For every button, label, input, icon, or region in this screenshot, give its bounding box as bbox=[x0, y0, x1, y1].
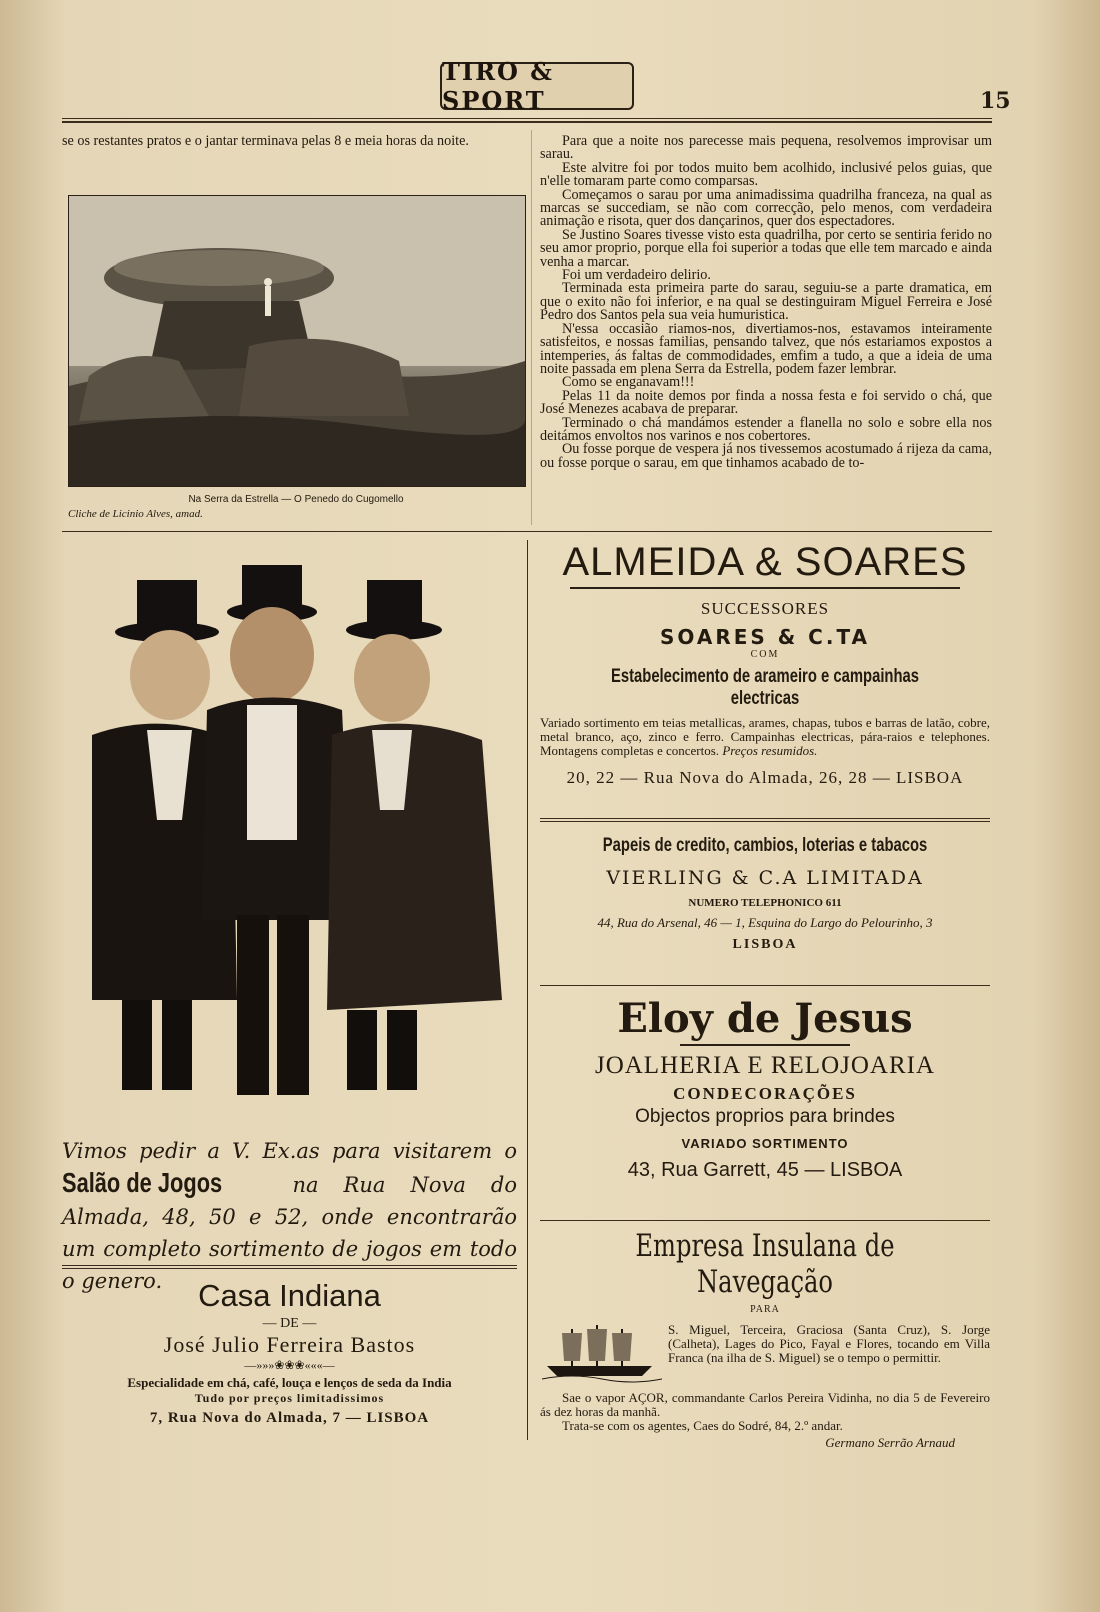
left-intro-text bbox=[62, 135, 524, 148]
ad-empresa-insulana bbox=[540, 1228, 990, 1451]
photo-caption: Na Serra da Estrella — O Penedo do Cugomello bbox=[188, 494, 404, 505]
ad-separator bbox=[540, 985, 990, 986]
steamship-icon bbox=[542, 1321, 662, 1386]
masthead-logo bbox=[440, 57, 634, 115]
photo-penedo-cugomello bbox=[68, 195, 526, 487]
almeida-com: COM bbox=[750, 649, 780, 660]
casa-indiana-address: 7, Rua Nova do Almada, 7 — LISBOA bbox=[149, 1410, 430, 1426]
article-paragraph: Foi um verdadeiro delirio. bbox=[562, 267, 711, 284]
vierling-address: 44, Rua do Arsenal, 46 — 1, Esquina do Largo do Pelourinho, 3 bbox=[597, 915, 933, 930]
eloy-objects: Objectos proprios para brindes bbox=[635, 1106, 895, 1127]
ad-salao-de-jogos bbox=[62, 1135, 517, 1297]
insulana-agents: Trata-se com os agentes, Caes do Sodré, 84, 2.º andar. bbox=[562, 1418, 843, 1433]
article-paragraph: Ou fosse porque de vespera já nos tivessemos acostumado á rijeza da cama, ou fosse porque o sarau, em que tinhamos acabado de to- bbox=[540, 441, 992, 471]
article-paragraph: Pelas 11 da noite demos por finda a nossa festa e foi servido o chá, que José Menezes acabava de preparar. bbox=[540, 387, 992, 418]
almeida-business: Estabelecimento de arameiro e campainhas electricas bbox=[610, 666, 920, 709]
insulana-title: Empresa Insulana de Navegação bbox=[635, 1228, 895, 1300]
vierling-city: LISBOA bbox=[732, 937, 798, 952]
ad-separator bbox=[62, 1265, 517, 1266]
article-paragraph: Como se enganavam!!! bbox=[562, 374, 695, 391]
ad-almeida-soares bbox=[540, 540, 990, 788]
almeida-successores: SUCCESSORES bbox=[700, 599, 830, 618]
rock-landscape-illustration bbox=[69, 196, 525, 486]
caricature-figures bbox=[62, 560, 532, 1135]
ornament-divider: —»»»❀❀❀«««— bbox=[244, 1358, 335, 1372]
eloy-condecoracoes: CONDECORAÇÕES bbox=[673, 1084, 857, 1103]
eloy-variety: VARIADO SORTIMENTO bbox=[681, 1136, 849, 1151]
casa-indiana-owner: José Julio Ferreira Bastos bbox=[163, 1332, 416, 1357]
casa-indiana-de: — DE — bbox=[262, 1316, 317, 1331]
section-rule bbox=[62, 531, 992, 532]
insulana-departure: Sae o vapor AÇOR, commandante Carlos Pereira Vidinha, no dia 5 de Fevereiro ás dez horas da manhã. bbox=[540, 1390, 990, 1419]
ad-separator bbox=[62, 1268, 517, 1269]
title-underline bbox=[570, 587, 960, 589]
almeida-description: Variado sortimento em teias metallicas, arames, chapas, tubos e barras de latão, cobre, metal branco, aço, zinco e ferro. Campainhas electricas, pára-raios e telephones. Montagens completas e concertos. bbox=[540, 715, 990, 758]
casa-indiana-specialty: Especialidade em chá, café, louça e lenços de seda da India bbox=[127, 1375, 452, 1390]
salao-description: na Rua Nova do Almada, 48, 50 e 52, onde encontrarão um completo sortimento de jogos em todo o genero. bbox=[62, 1173, 517, 1293]
article-paragraph: N'essa occasião riamos-nos, divertiamos-nos, estavamos inteiramente satisfeitos, e nossas familias, pensando talvez, que nós estariamos expostos a intemperies, ás faltas de commodidades, emfim a tudo, a que a ideia de uma noite passada em plena Serra da Estrella, podem fazer lembrar. bbox=[540, 320, 992, 377]
almeida-description-block bbox=[540, 716, 990, 758]
article-paragraph: Para que a noite nos parecesse mais pequena, resolvemos improvisar um sarau. bbox=[540, 133, 992, 163]
insulana-ship-block bbox=[540, 1321, 990, 1391]
almeida-address: 20, 22 — Rua Nova do Almada, 26, 28 — LISBOA bbox=[566, 768, 964, 787]
vierling-heading: Papeis de credito, cambios, loterias e tabacos bbox=[602, 835, 928, 856]
casa-indiana-title: Casa Indiana bbox=[198, 1278, 381, 1313]
insulana-signature: Germano Serrão Arnaud bbox=[825, 1435, 955, 1450]
photo-credit: Cliche de Licinio Alves, amad. bbox=[68, 508, 203, 520]
eloy-address: 43, Rua Garrett, 45 — LISBOA bbox=[627, 1159, 903, 1181]
page-number: 15 bbox=[980, 88, 1011, 114]
almeida-title: ALMEIDA & SOARES bbox=[562, 540, 968, 584]
vierling-phone: NUMERO TELEPHONICO 611 bbox=[688, 897, 842, 909]
casa-indiana-prices: Tudo por preços limitadissimos bbox=[194, 1391, 385, 1405]
ad-casa-indiana bbox=[62, 1278, 517, 1427]
article-paragraph: Começamos o sarau por uma animadissima quadrilha franceza, na qual as marcas se succediam, se não com correcção, pelo menos, com verdadeira animação e risota, quer dos dançarinos, quer dos espectadores. bbox=[540, 186, 992, 230]
insulana-destinations: S. Miguel, Terceira, Graciosa (Santa Cruz), S. Jorge (Calheta), Lages do Pico, Fayal e Flores, tocando em Villa Franca (na ilha de S. Miguel) se o tempo o permittir. bbox=[668, 1322, 990, 1365]
article-paragraph: Terminado o chá mandámos estender a flanella no solo e sobre ella nos deitámos envoltos nos varinos e nos cobertores. bbox=[540, 414, 992, 444]
ad-separator bbox=[540, 818, 990, 819]
almeida-prices: Preços resumidos. bbox=[722, 743, 818, 758]
masthead-text: TIRO & SPORT bbox=[442, 57, 554, 115]
header-rule-thick bbox=[62, 121, 992, 123]
salao-intro-text: Vimos pedir a V. Ex.as para visitarem o bbox=[62, 1139, 517, 1163]
three-gentlemen-illustration bbox=[62, 560, 532, 1135]
column-divider bbox=[531, 130, 532, 525]
insulana-para: PARA bbox=[750, 1304, 780, 1315]
ad-separator bbox=[540, 1220, 990, 1221]
ad-separator bbox=[540, 821, 990, 822]
name-underline bbox=[680, 1044, 850, 1046]
ad-vierling bbox=[540, 835, 990, 953]
vierling-name: VIERLING & C.A LIMITADA bbox=[606, 867, 924, 889]
article-paragraph: Terminada esta primeira parte do sarau, seguiu-se a parte dramatica, em que o exito não foi inferior, e na qual se destinguiram Miguel Ferreira e José Pedro dos Santos pela sua veia humuristica. bbox=[540, 280, 992, 324]
article-paragraph: Se Justino Soares tivesse visto esta quadrilha, por certo se sentiria ferido no seu amor proprio, porque ella foi superior a todas que elle tem marcado e ainda venha a marcar. bbox=[540, 226, 992, 270]
eloy-name: Eloy de Jesus bbox=[617, 995, 913, 1042]
salao-name: Salão de Jogos bbox=[62, 1167, 223, 1198]
eloy-business: JOALHERIA E RELOJOARIA bbox=[594, 1052, 936, 1079]
header-rule bbox=[62, 118, 992, 119]
intro-paragraph: se os restantes pratos e o jantar terminava pelas 8 e meia horas da noite. bbox=[62, 133, 469, 149]
almeida-firm: SOARES & C.TA bbox=[659, 625, 871, 649]
right-article-text bbox=[540, 135, 992, 470]
ads-column-divider bbox=[527, 540, 528, 1440]
ad-eloy-de-jesus bbox=[540, 995, 990, 1182]
article-paragraph: Este alvitre foi por todos muito bem acolhido, inclusivé pelos guias, que n'elle tomaram parte como comparsas. bbox=[540, 159, 992, 190]
